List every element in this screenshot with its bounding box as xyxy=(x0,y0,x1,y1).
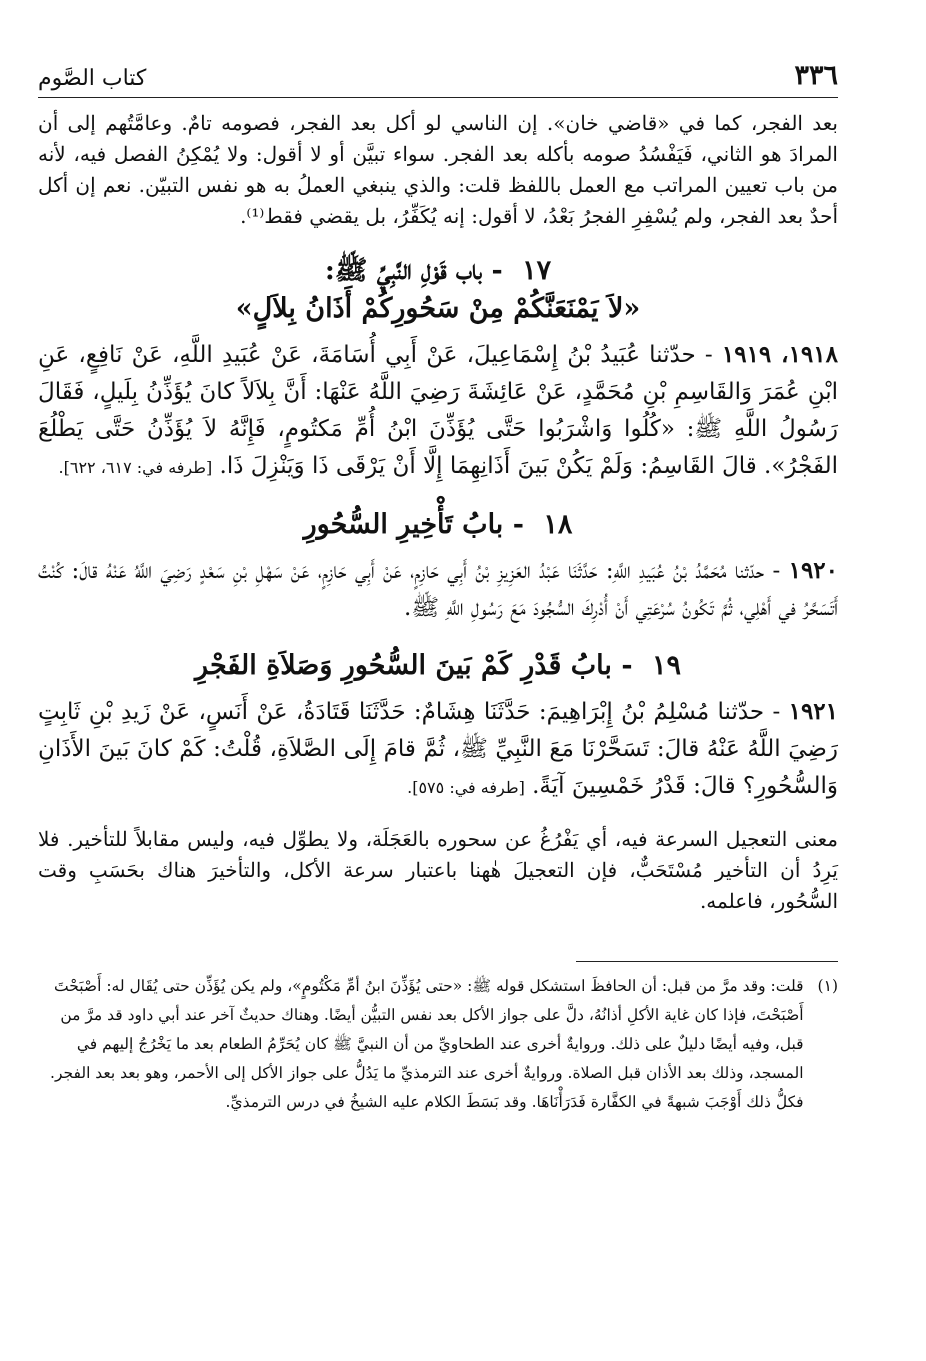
page-number: ٣٣٦ xyxy=(794,60,838,91)
hadith-number: ١٩٢٠ xyxy=(788,557,839,584)
hadith-text xyxy=(38,336,838,486)
book-title: كتاب الصَّوم xyxy=(38,66,147,91)
hadith-text xyxy=(38,693,838,806)
section-number: ١٧ xyxy=(522,255,552,286)
section-number: ١٨ xyxy=(543,509,573,540)
footnote-text: قلت: وقد مرَّ من قبل: أن الحافظَ استشكل قوله ﷺ: «حتى يُؤَذِّنَ ابنُ أمِّ مَكْتُومٍ»، ولم يكن يُؤَذِّن حتى يُقَال له: أَصْبَحْتَ أَصْبَحْتَ، فإذا كان غاية الأكلِ أذانُهُ، دلَّ على جواز الأكل بعد نفس التبيُّن أيضًا. وهناك حديثٌ آخر عند أبي داود قد مرَّ من قبل، وفيه أيضًا دليلٌ على ذلك. وروايةٌ أخرى عند الطحاويِّ من أن النبيَّ ﷺ كان يُحَرِّمُ الطعام بعد ما يَخْرُجُ إليهم في المسجد، وذلك بعد الأذان قبل الصلاة. وروايةٌ أخرى عند الترمذيِّ ما يَدُلُّ على جواز الأكل إلى الأحمر، وهو بعد بعد الفجر. فكلُّ ذلك أَوْجَبَ شبهةً في الكفَّارة فَدَرَأْنَاهَا. وقد بَسَطَ الكلام عليه الشيخُ في درس الترمذيِّ. xyxy=(50,977,804,1111)
page-header xyxy=(38,56,838,98)
section-title: - بابُ قَدْرِ كَمْ بَينَ السُّحُورِ وَصَلاَةِ الفَجْرِ xyxy=(195,650,633,681)
commentary-bottom: معنى التعجيل السرعة فيه، أي يَفْرُغُ عن سحوره بالعَجَلَة، ولا يطوِّل فيه، وليس مقابلاً للتأخير. فلا يَرِدُ أن التأخير مُسْتَحَبٌّ، فإن التعجيلَ هٰهنا باعتبار سرعة الأكل، والتأخيرَ هناك بحَسَبِ وقت السُّحُور، فاعلمه. xyxy=(38,827,838,913)
section-19 xyxy=(38,647,838,806)
section-title: - بابُ تَأْخِيرِ السُّحُورِ xyxy=(303,509,524,540)
hadith-number: ١٩٢١ xyxy=(788,698,839,725)
hadith-body: - حدّثنا مُحَمَّدُ بْنُ عُبَيدِ اللَّهِ: حَدَّثَنَا عَبْدُ العَزِيزِ بْنُ أَبِي حَازِمٍ، عَنْ أَبِي حَازِمٍ، عَنْ سَهْلِ بْنِ سَعْدٍ رَضِيَ اللَّهُ عَنْهُ قالَ: كُنْتُ أَتَسَحَّرُ في أَهْلِي، ثُمَّ تَكُونُ سُرْعَتِي أَنْ أُدْرِكَ السُّجُودَ مَعَ رَسُولِ اللَّهِ ﷺ. xyxy=(38,558,838,621)
hadith-reference: [طرفه في: ٥٧٥]. xyxy=(407,778,525,797)
hadith-body: - حدّثنا مُسْلِمُ بْنُ إِبْرَاهِيمَ: حَدَّثَنَا هِشَامٌ: حَدَّثَنَا قَتَادَةُ، عَنْ أَنَسٍ، عَنْ زَيدِ بْنِ ثَابِتٍ رَضِيَ اللَّهُ عَنْهُ قالَ: تَسَحَّرْنَا مَعَ النَّبِيِّ ﷺ، ثُمَّ قامَ إِلَى الصَّلاَةِ، قُلْتُ: كَمْ كانَ بَينَ الأَذَانِ وَالسُّحُورِ؟ قالَ: قَدْرُ خَمْسِينَ آيَةً. xyxy=(38,699,838,799)
section-17 xyxy=(38,252,838,486)
hadith-text xyxy=(38,552,838,627)
footnote-divider xyxy=(576,961,838,962)
hadith-body: - حدّثنا عُبَيدُ بْنُ إِسْمَاعِيلَ، عَنْ أَبِي أُسَامَةَ، عَنْ عُبَيدِ اللَّهِ، عَنْ نَافِعٍ، عَنِ ابْنِ عُمَرَ وَالقَاسِمِ بْنِ مُحَمَّدٍ، عَنْ عَائِشَةَ رَضِيَ اللَّهُ عَنْهَا: أَنَّ بِلاَلاً كانَ يُؤَذِّنُ بِلَيلٍ، فَقَالَ رَسُولُ اللَّهِ ﷺ: «كُلُوا وَاشْرَبُوا حَتَّى يُؤَذِّنَ ابْنُ أُمِّ مَكتُومٍ، فَإِنَّهُ لاَ يُؤَذِّنُ حَتَّى يَطْلُعَ الفَجْرُ». قالَ القَاسِمُ: وَلَمْ يَكُنْ بَينَ أَذَانِهِمَا إِلَّا أَنْ يَرْقَى ذَا وَيَنْزِلَ ذَا. xyxy=(38,342,838,479)
section-18 xyxy=(38,506,838,627)
section-title: - باب قَوْلِ النَّبِيِّ ﷺ: xyxy=(324,255,503,286)
section-heading xyxy=(38,252,838,328)
commentary-top: بعد الفجر، كما في «قاضي خان». إن الناسي لو أكل بعد الفجر، فصومه تامٌ. وعامَّتُهم إلى أن المرادَ هو الثاني، فَيَفْسُدُ صومه بأكله بعد الفجر. سواء تبيَّن أو لا أقول: ولا يُمْكِنُ الفصل فيه، لأنه من باب تعيين المراتب مع العمل باللفظ قلت: والذي ينبغي العملُ به هو نفس التبيّن. نعم إن أكل أحدٌ بعد الفجر، ولم يُسْفِرِ الفجرُ بَعْدُ، لا أقول: إنه يُكَفِّرُ، بل يقضي فقط⁽¹⁾. xyxy=(38,111,838,228)
footnote xyxy=(38,972,838,1117)
hadith-reference: [طرفه في: ٦١٧، ٦٢٢]. xyxy=(58,458,213,477)
footnote-marker: (١) xyxy=(817,977,838,995)
section-heading xyxy=(38,647,838,685)
hadith-number: ١٩١٨، ١٩١٩ xyxy=(721,341,838,368)
section-number: ١٩ xyxy=(651,650,681,681)
section-title-line2: «لاَ يَمْنَعَنَّكُمْ مِنْ سَحُورِكُمْ أَذَانُ بِلاَلٍ» xyxy=(235,293,641,324)
section-heading xyxy=(38,506,838,544)
